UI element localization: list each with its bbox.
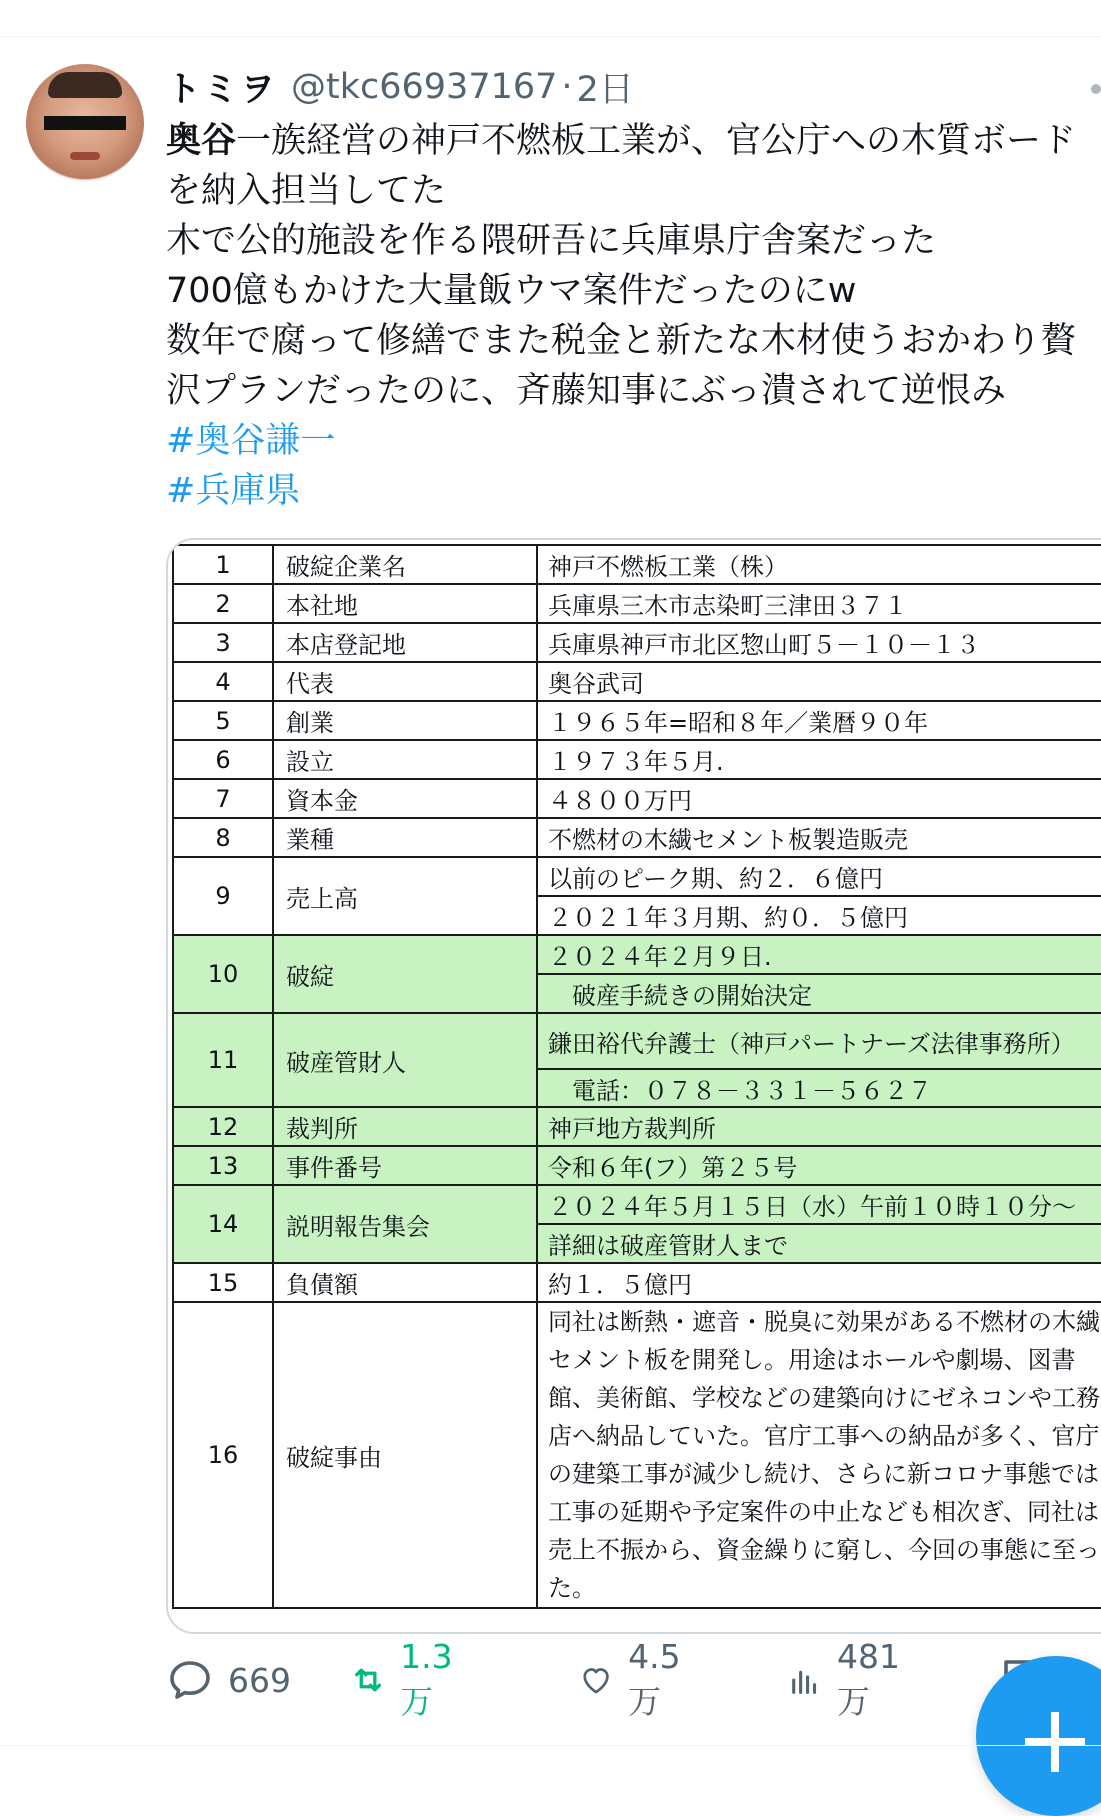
row-label: 裁判所 bbox=[273, 1107, 537, 1146]
table-row bbox=[173, 623, 1101, 662]
view-count: 481万 bbox=[837, 1637, 900, 1721]
row-value: 兵庫県神戸市北区惣山町５－１０－１３ bbox=[537, 623, 1101, 662]
like-count: 4.5万 bbox=[628, 1637, 681, 1721]
row-number: 11 bbox=[173, 1013, 273, 1107]
separator-dot: · bbox=[561, 67, 573, 107]
row-label: 売上高 bbox=[273, 857, 537, 935]
row-label: 創業 bbox=[273, 701, 537, 740]
row-reason: 同社は断熱・遮音・脱臭に効果がある不燃材の木繊セメント板を開発し。用途はホールや劇場、図書館、美術館、学校などの建築向けにゼネコンや工務店へ納品していた。官庁工事への納品が多く、官庁の建築工事が減少し続け、さらに新コロナ事態では工事の延期や予定案件の中止なども相次ぎ、同社は売上不振から、資金繰りに窮し、今回の事態に至った。 bbox=[537, 1302, 1101, 1608]
row-value: 約１．５億円 bbox=[537, 1263, 1101, 1302]
row-label: 資本金 bbox=[273, 779, 537, 818]
avatar[interactable] bbox=[26, 64, 144, 182]
row-number: 12 bbox=[173, 1107, 273, 1146]
display-name[interactable]: トミヲ bbox=[166, 70, 278, 110]
row-value: 神戸不燃板工業（株） bbox=[537, 545, 1101, 584]
row-value: ４８００万円 bbox=[537, 779, 1101, 818]
row-value: 奥谷武司 bbox=[537, 662, 1101, 701]
row-label: 本店登記地 bbox=[273, 623, 537, 662]
media-image[interactable] bbox=[166, 538, 1101, 1634]
table-row bbox=[173, 857, 1101, 896]
row-label: 破綻 bbox=[273, 935, 537, 1013]
tweet-text-line: を納入担当してた bbox=[166, 171, 447, 211]
tweet-text bbox=[166, 116, 1101, 516]
row-value: 令和６年(フ）第２５号 bbox=[537, 1146, 1101, 1185]
reply-icon bbox=[166, 1656, 214, 1704]
views-button[interactable] bbox=[786, 1637, 911, 1721]
row-number: 13 bbox=[173, 1146, 273, 1185]
more-options-icon[interactable] bbox=[1091, 84, 1101, 94]
hashtag-link[interactable]: #兵庫県 bbox=[166, 471, 301, 511]
table-row bbox=[173, 1013, 1101, 1069]
table-row bbox=[173, 1146, 1101, 1185]
tweet-text-line: 奥谷一族経営の神戸不燃板工業が、官公庁への木質ボード bbox=[166, 121, 1077, 161]
table-row bbox=[173, 545, 1101, 584]
company-info-table bbox=[172, 544, 1101, 1609]
tweet-text-line: 700億もかけた大量飯ウマ案件だったのにw bbox=[166, 271, 857, 311]
row-label: 事件番号 bbox=[273, 1146, 537, 1185]
heart-icon bbox=[578, 1656, 614, 1704]
top-divider bbox=[0, 36, 1101, 37]
row-label: 破綻事由 bbox=[273, 1302, 537, 1608]
row-value: 詳細は破産管財人まで bbox=[537, 1224, 1101, 1263]
retweet-count: 1.3万 bbox=[400, 1637, 453, 1721]
analytics-icon bbox=[786, 1656, 823, 1704]
table-row bbox=[173, 662, 1101, 701]
row-label: 破産管財人 bbox=[273, 1013, 537, 1107]
tweet-time[interactable]: 2日 bbox=[576, 70, 634, 110]
row-value: 神戸地方裁判所 bbox=[537, 1107, 1101, 1146]
row-number: 4 bbox=[173, 662, 273, 701]
avatar-mouth bbox=[70, 152, 100, 160]
user-handle[interactable]: @tkc66937167 bbox=[291, 67, 558, 107]
table-row bbox=[173, 1263, 1101, 1302]
row-number: 15 bbox=[173, 1263, 273, 1302]
retweet-icon bbox=[350, 1656, 386, 1704]
row-number: 1 bbox=[173, 545, 273, 584]
row-label: 本社地 bbox=[273, 584, 537, 623]
row-value: 兵庫県三木市志染町三津田３７１ bbox=[537, 584, 1101, 623]
reply-count: 669 bbox=[228, 1660, 291, 1700]
row-label: 説明報告集会 bbox=[273, 1185, 537, 1263]
like-button[interactable] bbox=[578, 1637, 692, 1721]
row-label: 設立 bbox=[273, 740, 537, 779]
row-value: １９７３年５月. bbox=[537, 740, 1101, 779]
table-row bbox=[173, 1185, 1101, 1224]
hashtag-link[interactable]: #奥谷謙一 bbox=[166, 421, 336, 461]
row-value: ２０２１年３月期、約０．５億円 bbox=[537, 896, 1101, 935]
row-value: ２０２４年２月９日. bbox=[537, 935, 1101, 974]
row-label: 代表 bbox=[273, 662, 537, 701]
row-number: 6 bbox=[173, 740, 273, 779]
row-number: 3 bbox=[173, 623, 273, 662]
row-value: 電話：０７８－３３１－５６２７ bbox=[537, 1069, 1101, 1107]
bottom-divider bbox=[0, 1745, 1101, 1746]
avatar-censor-bar bbox=[44, 116, 126, 130]
row-label: 負債額 bbox=[273, 1263, 537, 1302]
row-value: 不燃材の木繊セメント板製造販売 bbox=[537, 818, 1101, 857]
tweet-text-line: 沢プランだったのに、斉藤知事にぶっ潰されて逆恨み bbox=[166, 371, 1007, 411]
table-row bbox=[173, 1302, 1101, 1608]
table-row bbox=[173, 740, 1101, 779]
row-number: 14 bbox=[173, 1185, 273, 1263]
table-row bbox=[173, 701, 1101, 740]
avatar-hair bbox=[48, 72, 122, 98]
tweet-header bbox=[166, 64, 634, 110]
table-row bbox=[173, 1107, 1101, 1146]
row-value: １９６５年=昭和８年／業暦９０年 bbox=[537, 701, 1101, 740]
row-number: 7 bbox=[173, 779, 273, 818]
table-row bbox=[173, 584, 1101, 623]
table-row bbox=[173, 935, 1101, 974]
row-label: 破綻企業名 bbox=[273, 545, 537, 584]
row-number: 2 bbox=[173, 584, 273, 623]
tweet-text-line: 数年で腐って修繕でまた税金と新たな木材使うおかわり贅 bbox=[166, 321, 1077, 361]
tweet-text-line: 木で公的施設を作る隈研吾に兵庫県庁舎案だった bbox=[166, 221, 937, 261]
row-value: ２０２４年５月１５日（水）午前１０時１０分～ bbox=[537, 1185, 1101, 1224]
row-label: 業種 bbox=[273, 818, 537, 857]
row-number: 10 bbox=[173, 935, 273, 1013]
row-number: 5 bbox=[173, 701, 273, 740]
row-number: 8 bbox=[173, 818, 273, 857]
table-row bbox=[173, 818, 1101, 857]
row-number: 16 bbox=[173, 1302, 273, 1608]
row-number: 9 bbox=[173, 857, 273, 935]
row-value: 破産手続きの開始決定 bbox=[537, 974, 1101, 1013]
table-row bbox=[173, 779, 1101, 818]
row-value: 鎌田裕代弁護士（神戸パートナーズ法律事務所） bbox=[537, 1013, 1101, 1069]
row-value: 以前のピーク期、約２．６億円 bbox=[537, 857, 1101, 896]
retweet-button[interactable] bbox=[350, 1637, 464, 1721]
reply-button[interactable] bbox=[166, 1655, 291, 1705]
